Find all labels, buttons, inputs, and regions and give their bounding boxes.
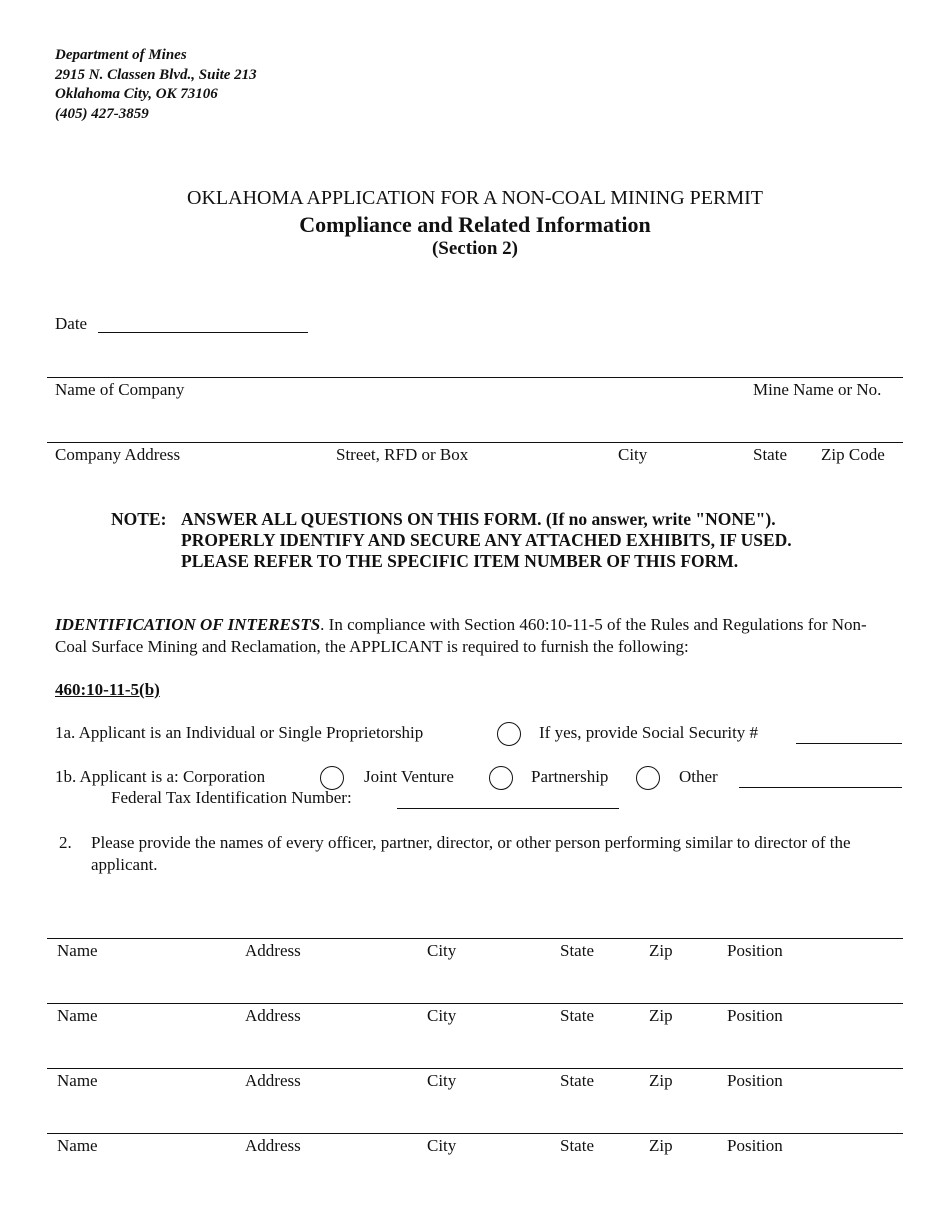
officer-row-3-line[interactable] [47,1068,903,1069]
officer-address-label: Address [245,1006,301,1025]
note-prefix: NOTE: [111,509,167,529]
officer-city-label: City [427,1006,457,1025]
officer-address-label: Address [245,1071,301,1090]
question-2-number: 2. [59,833,72,852]
officer-state-label: State [560,1006,594,1025]
agency-phone: (405) 427-3859 [55,105,149,122]
q1a-label: 1a. Applicant is an Individual or Single Proprietorship [55,723,424,742]
form-title: OKLAHOMA APPLICATION FOR A NON-COAL MINING PERMIT [187,187,763,209]
identification-text: . In compliance with Section 460:10-11-5 of the Rules and Regulations for Non-Coal Surface Mining and Reclamation, the APPLICANT is required to furnish the following: [55,615,867,656]
partnership-radio[interactable] [636,766,660,790]
officer-address-label: Address [245,1136,301,1155]
identification-paragraph [55,614,895,658]
note-line-3: PLEASE REFER TO THE SPECIFIC ITEM NUMBER OF THIS FORM. [181,551,739,571]
form-section: (Section 2) [431,238,518,259]
agency-name: Department of Mines [55,47,187,63]
officer-row-1-line[interactable] [47,938,903,939]
section-reference: 460:10-11-5(b) [55,680,160,699]
street-label: Street, RFD or Box [336,445,469,464]
company-address-label: Company Address [55,445,181,464]
date-label: Date [55,314,88,333]
agency-block [55,46,257,124]
officer-name-label: Name [57,1071,98,1090]
question-2 [55,832,895,876]
officer-zip-label: Zip [649,1136,673,1155]
officer-position-label: Position [727,1071,783,1090]
other-field[interactable] [739,787,902,788]
agency-address: 2915 N. Classen Blvd., Suite 213 [55,66,257,83]
officer-row-2-line[interactable] [47,1003,903,1004]
officer-city-label: City [427,1071,457,1090]
officer-state-label: State [560,1136,594,1155]
individual-radio[interactable] [497,722,521,746]
tax-id-label: Federal Tax Identification Number: [111,788,352,807]
officer-position-label: Position [727,941,783,960]
identification-heading: IDENTIFICATION OF INTERESTS [55,615,321,634]
company-name-label: Name of Company [55,380,185,399]
officer-position-label: Position [727,1136,783,1155]
note-line-2: PROPERLY IDENTIFY AND SECURE ANY ATTACHED EXHIBITS, IF USED. [181,530,792,550]
officer-name-label: Name [57,1006,98,1025]
question-2-text: Please provide the names of every officer, partner, director, or other person performing similar to director of the applicant. [91,833,851,874]
officer-address-label: Address [245,941,301,960]
state-label: State [753,445,787,464]
mine-name-label: Mine Name or No. [753,380,882,399]
officer-state-label: State [560,1071,594,1090]
company-address-line[interactable] [47,442,903,443]
ssn-field[interactable] [796,743,902,744]
officer-city-label: City [427,1136,457,1155]
officer-name-label: Name [57,941,98,960]
officer-row-4-line[interactable] [47,1133,903,1134]
corporation-radio[interactable] [320,766,344,790]
joint-venture-label: Joint Venture [364,767,454,786]
q1b-label: 1b. Applicant is a: Corporation [55,767,266,786]
officer-zip-label: Zip [649,1006,673,1025]
officer-position-label: Position [727,1006,783,1025]
officer-name-label: Name [57,1136,98,1155]
zip-label: Zip Code [821,445,885,464]
partnership-label: Partnership [531,767,609,786]
city-label: City [618,445,648,464]
date-field[interactable] [98,332,308,333]
form-subtitle: Compliance and Related Information [299,212,651,237]
officer-zip-label: Zip [649,1071,673,1090]
officer-zip-label: Zip [649,941,673,960]
other-label: Other [679,767,718,786]
tax-id-field[interactable] [397,808,619,809]
note-line-1: ANSWER ALL QUESTIONS ON THIS FORM. (If no answer, write "NONE"). [181,509,776,529]
officer-state-label: State [560,941,594,960]
agency-city: Oklahoma City, OK 73106 [55,86,218,102]
joint-venture-radio[interactable] [489,766,513,790]
ssn-label: If yes, provide Social Security # [539,723,759,742]
officer-city-label: City [427,941,457,960]
company-name-line[interactable] [47,377,903,378]
